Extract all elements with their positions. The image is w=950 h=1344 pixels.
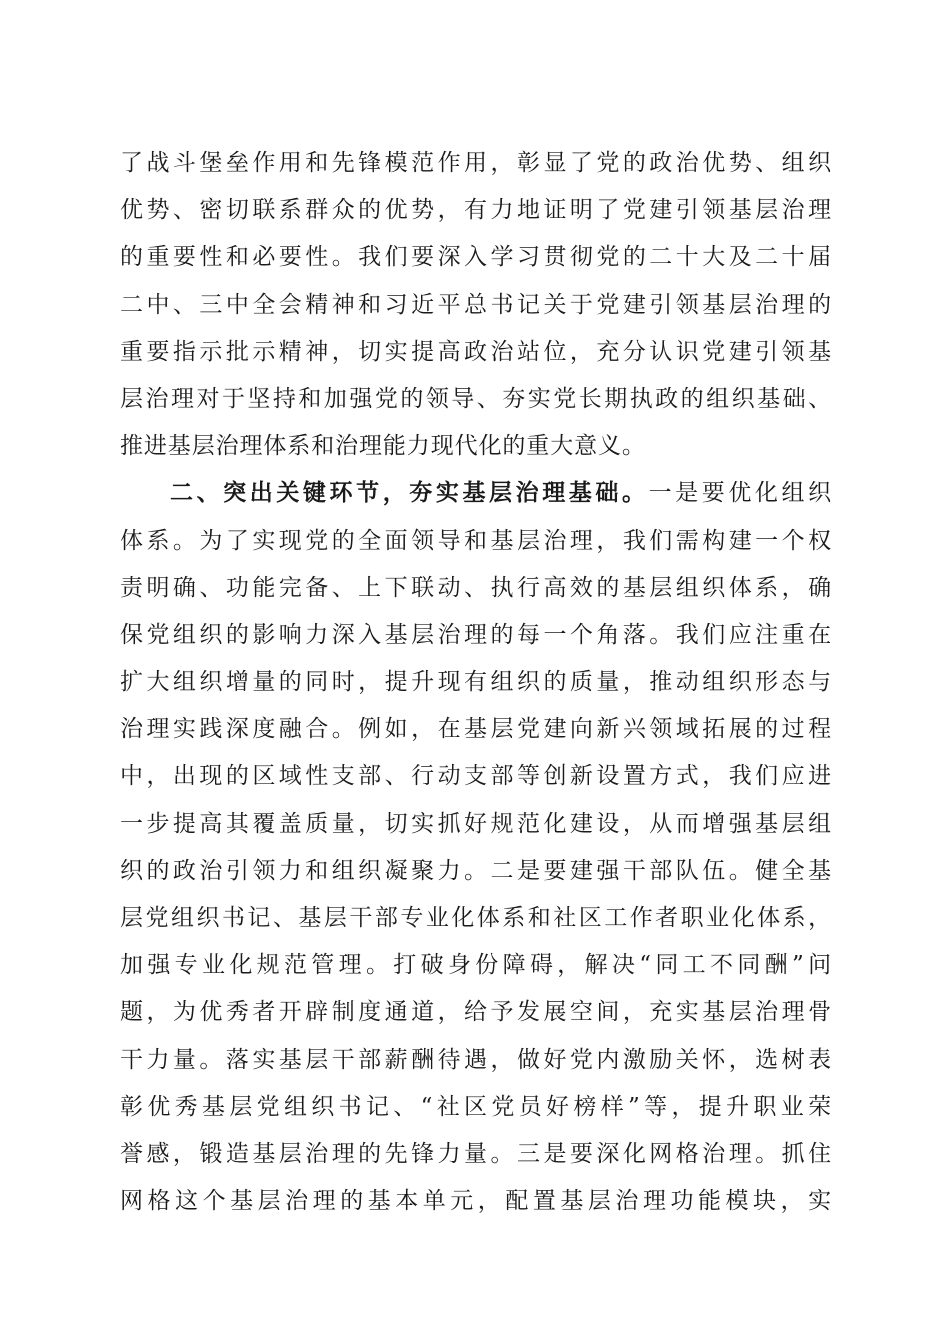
text-line: 一步提高其覆盖质量，切实抓好规范化建设，从而增强基层组 — [120, 810, 832, 837]
text-line: 加强专业化规范管理。打破身份障碍，解决“同工不同酬”问 — [120, 952, 832, 979]
text-line: 治理实践深度融合。例如，在基层党建向新兴领域拓展的过程 — [120, 716, 832, 743]
text-line: 优势、密切联系群众的优势，有力地证明了党建引领基层治理 — [120, 197, 832, 224]
text-line: 的重要性和必要性。我们要深入学习贯彻党的二十大及二十届 — [120, 244, 832, 271]
text-line: 推进基层治理体系和治理能力现代化的重大意义。 — [120, 433, 646, 460]
text-line: 网格这个基层治理的基本单元，配置基层治理功能模块，实 — [120, 1188, 832, 1215]
text-line: 了战斗堡垒作用和先锋模范作用，彰显了党的政治优势、组织 — [120, 150, 832, 176]
heading-continuation: 一是要优化组织 — [648, 480, 832, 507]
text-line: 中，出现的区域性支部、行动支部等创新设置方式，我们应进 — [120, 763, 832, 790]
paragraph-key-links-foundation — [120, 470, 832, 1225]
text-line: 责明确、功能完备、上下联动、执行高效的基层组织体系，确 — [120, 574, 832, 601]
body-text — [120, 140, 832, 1225]
text-line: 扩大组织增量的同时，提升现有组织的质量，推动组织形态与 — [120, 669, 832, 696]
text-line: 保党组织的影响力深入基层治理的每一个角落。我们应注重在 — [120, 621, 832, 648]
text-line: 层治理对于坚持和加强党的领导、夯实党长期执政的组织基础、 — [120, 385, 832, 412]
text-line: 彰优秀基层党组织书记、“社区党员好榜样”等，提升职业荣 — [120, 1093, 832, 1120]
text-line: 织的政治引领力和组织凝聚力。二是要建强干部队伍。健全基 — [120, 857, 832, 884]
section-heading: 二、突出关键环节，夯实基层治理基础。 — [170, 480, 649, 507]
text-line: 重要指示批示精神，切实提高政治站位，充分认识党建引领基 — [120, 338, 832, 365]
text-line-first — [120, 470, 832, 517]
text-line: 誉感，锻造基层治理的先锋力量。三是要深化网格治理。抓住 — [120, 1140, 832, 1167]
text-line: 体系。为了实现党的全面领导和基层治理，我们需构建一个权 — [120, 527, 832, 554]
text-line: 干力量。落实基层干部薪酬待遇，做好党内激励关怀，选树表 — [120, 1046, 832, 1073]
text-line: 题，为优秀者开辟制度通道，给予发展空间，充实基层治理骨 — [120, 999, 832, 1026]
text-line: 二中、三中全会精神和习近平总书记关于党建引领基层治理的 — [120, 291, 832, 318]
paragraph-party-leadership-significance — [120, 140, 832, 470]
text-line: 层党组织书记、基层干部专业化体系和社区工作者职业化体系， — [120, 905, 832, 931]
